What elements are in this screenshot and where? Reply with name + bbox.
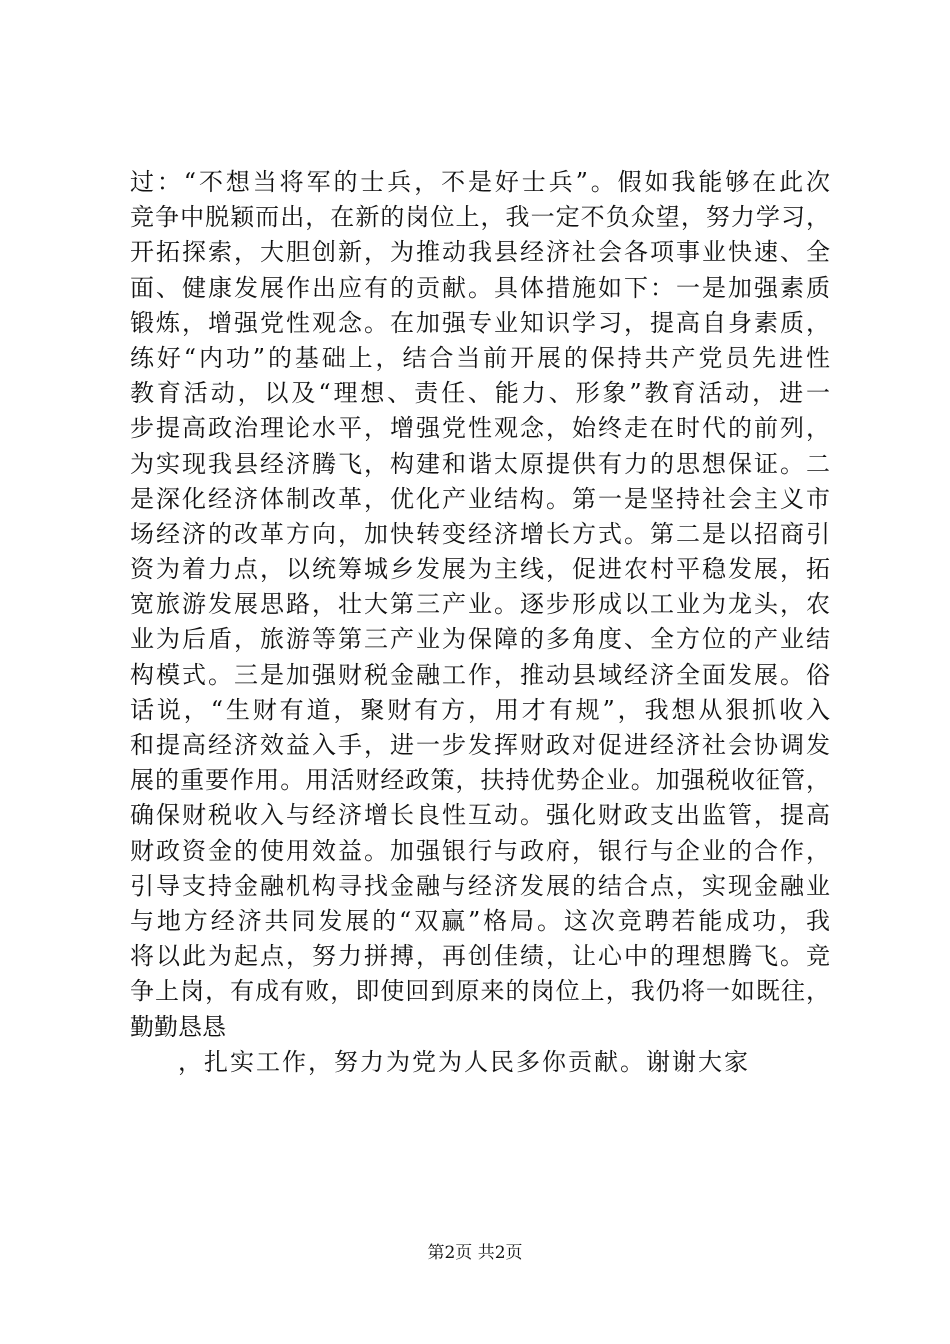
- text-line: 业为后盾，旅游等第三产业为保障的多角度、全方位的产业结: [130, 625, 830, 654]
- text-line: 为实现我县经济腾飞，构建和谐太原提供有力的思想保证。二: [130, 449, 830, 478]
- text-line: 和提高经济效益入手，进一步发挥财政对促进经济社会协调发: [130, 731, 830, 759]
- text-line: 确保财税收入与经济增长良性互动。强化财政支出监管，提高: [130, 801, 830, 830]
- text-line: 是深化经济体制改革，优化产业结构。第一是坚持社会主义市: [130, 484, 830, 513]
- page-number: 第2页 共2页: [427, 1243, 523, 1263]
- text-line: 财政资金的使用效益。加强银行与政府，银行与企业的合作，: [130, 836, 830, 865]
- text-line: 步提高政治理论水平，增强党性观念，始终走在时代的前列，: [130, 414, 830, 443]
- text-line: 锻炼，增强党性观念。在加强专业知识学习，提高自身素质，: [130, 308, 830, 337]
- text-line: 勤勤恳恳: [130, 1012, 226, 1041]
- text-line: 资为着力点，以统筹城乡发展为主线，促进农村平稳发展，拓: [130, 555, 830, 584]
- text-line: ，扎实工作，努力为党为人民多你贡献。谢谢大家: [178, 1047, 750, 1076]
- page-footer: [0, 1241, 950, 1265]
- text-line: 开拓探索，大胆创新，为推动我县经济社会各项事业快速、全: [130, 238, 830, 267]
- text-line: 构模式。三是加强财税金融工作，推动县域经济全面发展。俗: [130, 660, 830, 689]
- text-line: 宽旅游发展思路，壮大第三产业。逐步形成以工业为龙头，农: [130, 590, 830, 619]
- text-line: 将以此为起点，努力拼搏，再创佳绩，让心中的理想腾飞。竞: [130, 942, 830, 971]
- text-line: 场经济的改革方向，加快转变经济增长方式。第二是以招商引: [130, 519, 830, 548]
- text-line: 竞争中脱颖而出，在新的岗位上，我一定不负众望，努力学习，: [130, 203, 830, 232]
- text-line: 过：“不想当将军的士兵，不是好士兵”。假如我能够在此次: [130, 168, 830, 196]
- text-line: 话说，“生财有道，聚财有方，用才有规”，我想从狠抓收入: [130, 695, 830, 724]
- text-line: 教育活动，以及“理想、责任、能力、形象”教育活动，进一: [130, 379, 830, 408]
- body-text: [130, 165, 830, 1080]
- text-line: 争上岗，有成有败，即使回到原来的岗位上，我仍将一如既往，: [130, 977, 830, 1006]
- text-line: 与地方经济共同发展的“双赢”格局。这次竞聘若能成功，我: [130, 906, 830, 935]
- text-line: 练好“内功”的基础上，结合当前开展的保持共产党员先进性: [130, 343, 830, 372]
- text-line: 引导支持金融机构寻找金融与经济发展的结合点，实现金融业: [130, 871, 830, 900]
- text-line: 面、健康发展作出应有的贡献。具体措施如下：一是加强素质: [130, 273, 830, 302]
- text-line: 展的重要作用。用活财经政策，扶持优势企业。加强税收征管，: [130, 766, 830, 795]
